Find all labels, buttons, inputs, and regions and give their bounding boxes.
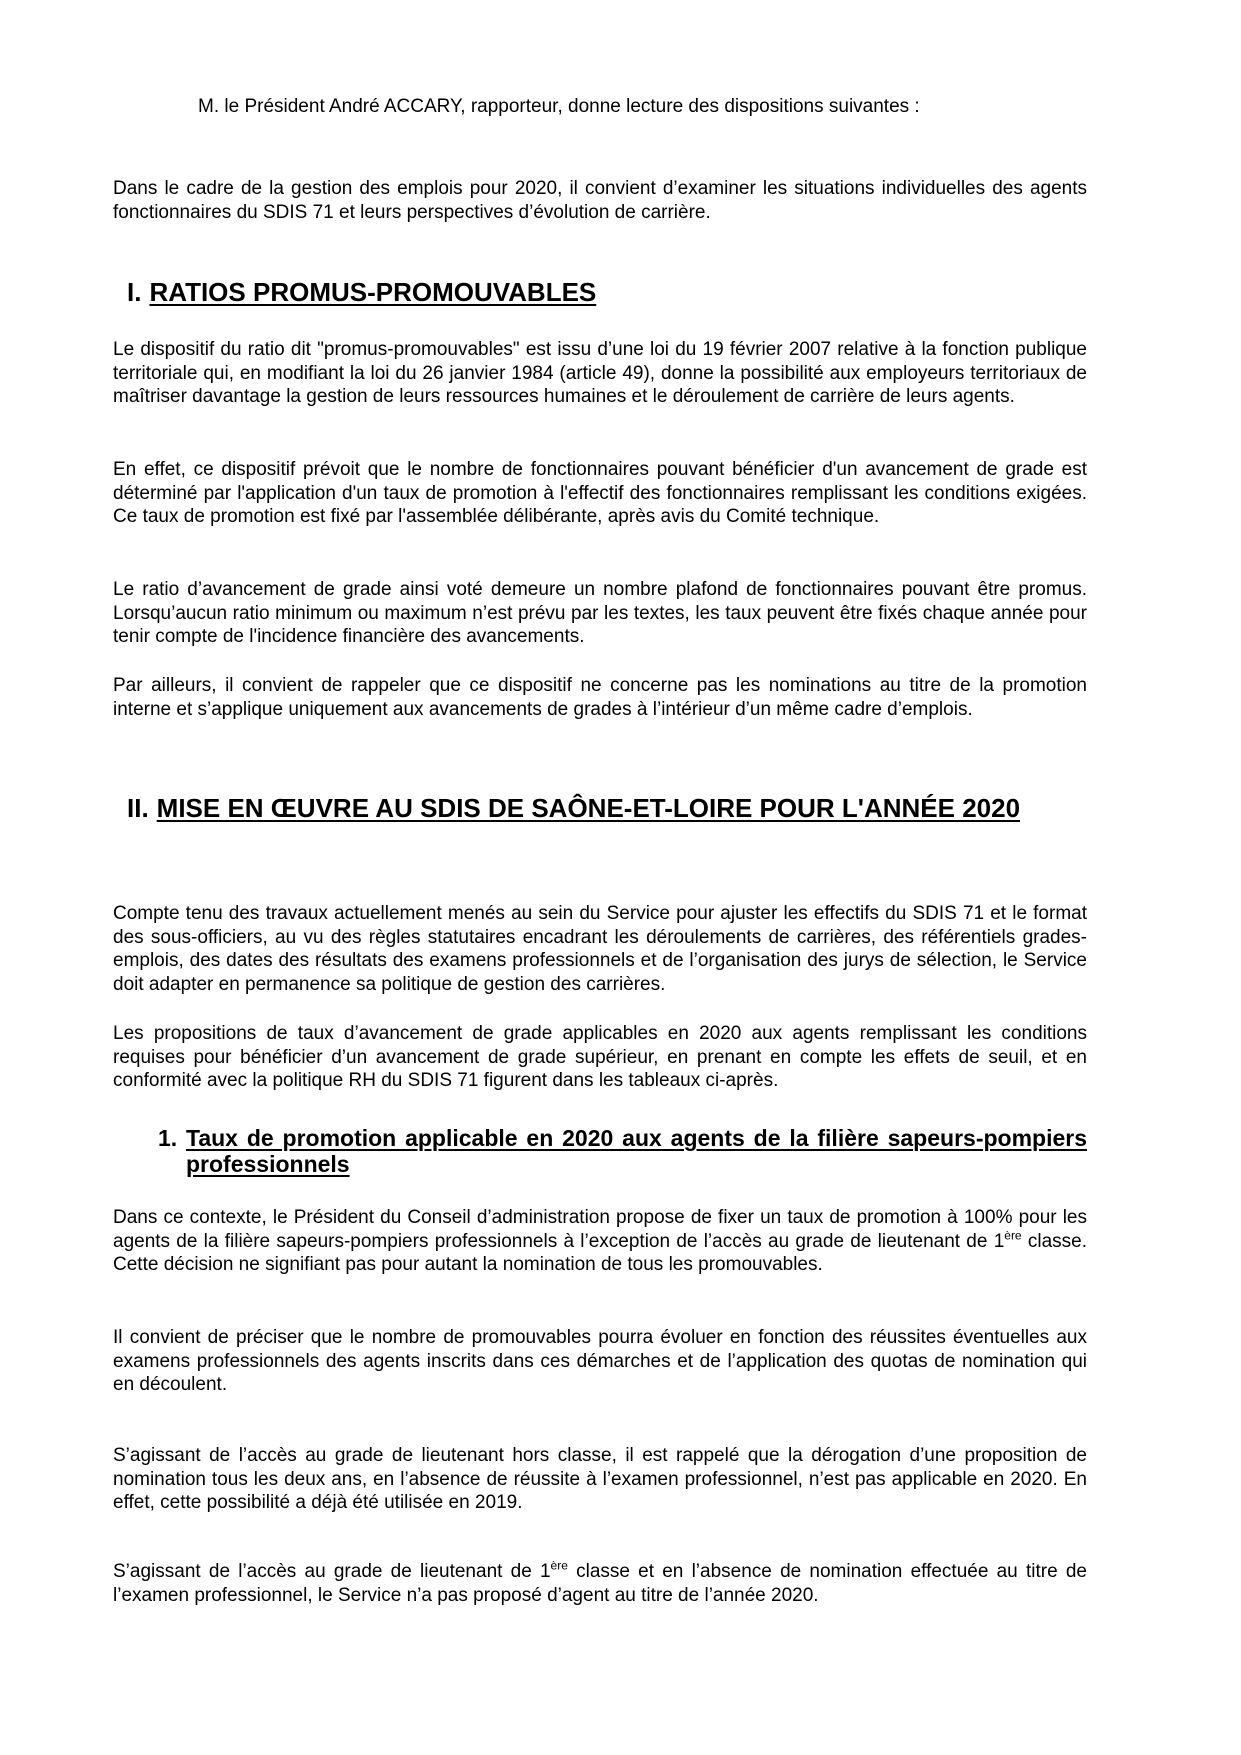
paragraph-text: classe et en l’absence de nomination effectuée au titre de l’examen professionnel, le Service n’a pas proposé d’agent au titre de l’année 2020. <box>113 1561 1087 1606</box>
context-paragraph: Dans le cadre de la gestion des emplois pour 2020, il convient d’examiner les situations individuelles des agents fonctionnaires du SDIS 71 et leurs perspectives d’évolution de carrière. <box>113 178 1087 223</box>
section-1-number: I. <box>127 277 142 307</box>
subsection-1-number: 1. <box>158 1125 178 1151</box>
paragraph-text: S’agissant de l’accès au grade de lieutenant de 1 <box>113 1561 551 1582</box>
section-2-heading <box>127 792 1020 824</box>
ordinal-superscript: ère <box>1004 1228 1022 1243</box>
section-2-paragraph-2: Les propositions de taux d’avancement de grade applicables en 2020 aux agents remplissant les conditions requises pour bénéficier d’un avancement de grade supérieur, en prenant en compte les effets de seuil, et en conformité avec la politique RH du SDIS 71 figurent dans les tableaux ci-après. <box>113 1023 1087 1091</box>
subsection-1-paragraph-2: Il convient de préciser que le nombre de promouvables pourra évoluer en fonction des réussites éventuelles aux examens professionnels des agents inscrits dans ces démarches et de l’application des quotas de nomination qui en découlent. <box>113 1327 1087 1395</box>
section-1-paragraph-4: Par ailleurs, il convient de rappeler que ce dispositif ne concerne pas les nominations au titre de la promotion interne et s’applique uniquement aux avancements de grades à l’intérieur d’un même cadre d’emplois. <box>113 675 1087 720</box>
section-1-paragraph-1: Le dispositif du ratio dit "promus-promouvables" est issu d’une loi du 19 février 2007 relative à la fonction publique territoriale qui, en modifiant la loi du 26 janvier 1984 (article 49), donne la possibilité aux employeurs territoriaux de maîtriser davantage la gestion de leurs ressources humaines et le déroulement de carrière de leurs agents. <box>113 339 1087 407</box>
subsection-1-title: Taux de promotion applicable en 2020 aux agents de la filière sapeurs-pompiers professionnels <box>186 1125 1087 1177</box>
section-1-heading <box>127 276 596 308</box>
section-1-paragraph-2: En effet, ce dispositif prévoit que le nombre de fonctionnaires pouvant bénéficier d'un avancement de grade est déterminé par l'application d'un taux de promotion à l'effectif des fonctionnaires remplissant les conditions exigées. Ce taux de promotion est fixé par l'assemblée délibérante, après avis du Comité technique. <box>113 459 1087 527</box>
section-1-paragraph-3: Le ratio d’avancement de grade ainsi voté demeure un nombre plafond de fonctionnaires pouvant être promus. Lorsqu’aucun ratio minimum ou maximum n’est prévu par les textes, les taux peuvent être fixés chaque année pour tenir compte de l'incidence financière des avancements. <box>113 579 1087 647</box>
ordinal-superscript: ère <box>550 1558 568 1573</box>
subsection-1-paragraph-1 <box>113 1206 1087 1277</box>
paragraph-text: classe. Cette décision ne signifiant pas pour autant la nomination de tous les promouvables. <box>113 1230 1087 1275</box>
section-2-title: MISE EN ŒUVRE AU SDIS DE SAÔNE-ET-LOIRE POUR L'ANNÉE 2020 <box>156 793 1021 823</box>
paragraph-text: Dans ce contexte, le Président du Conseil d’administration propose de fixer un taux de promotion à 100% pour les agents de la filière sapeurs-pompiers professionnels à l’exception de l’accès au grade de lieutenant de 1 <box>113 1207 1087 1252</box>
subsection-1-paragraph-3: S’agissant de l’accès au grade de lieutenant hors classe, il est rappelé que la dérogation d’une proposition de nomination tous les deux ans, en l’absence de réussite à l’examen professionnel, n’est pas applicable en 2020. En effet, cette possibilité a déjà été utilisée en 2019. <box>113 1445 1087 1513</box>
section-2-paragraph-1: Compte tenu des travaux actuellement menés au sein du Service pour ajuster les effectifs du SDIS 71 et le format des sous-officiers, au vu des règles statutaires encadrant les déroulements de carrières, des référentiels grades-emplois, des dates des résultats des examens professionnels et de l’organisation des jurys de sélection, le Service doit adapter en permanence sa politique de gestion des carrières. <box>113 903 1087 995</box>
section-1-title: RATIOS PROMUS-PROMOUVABLES <box>149 277 597 307</box>
subsection-1-paragraph-4 <box>113 1560 1087 1607</box>
intro-line: M. le Président André ACCARY, rapporteur, donne lecture des dispositions suivantes : <box>198 96 920 117</box>
subsection-1-heading <box>158 1125 1087 1177</box>
section-2-number: II. <box>127 793 149 823</box>
